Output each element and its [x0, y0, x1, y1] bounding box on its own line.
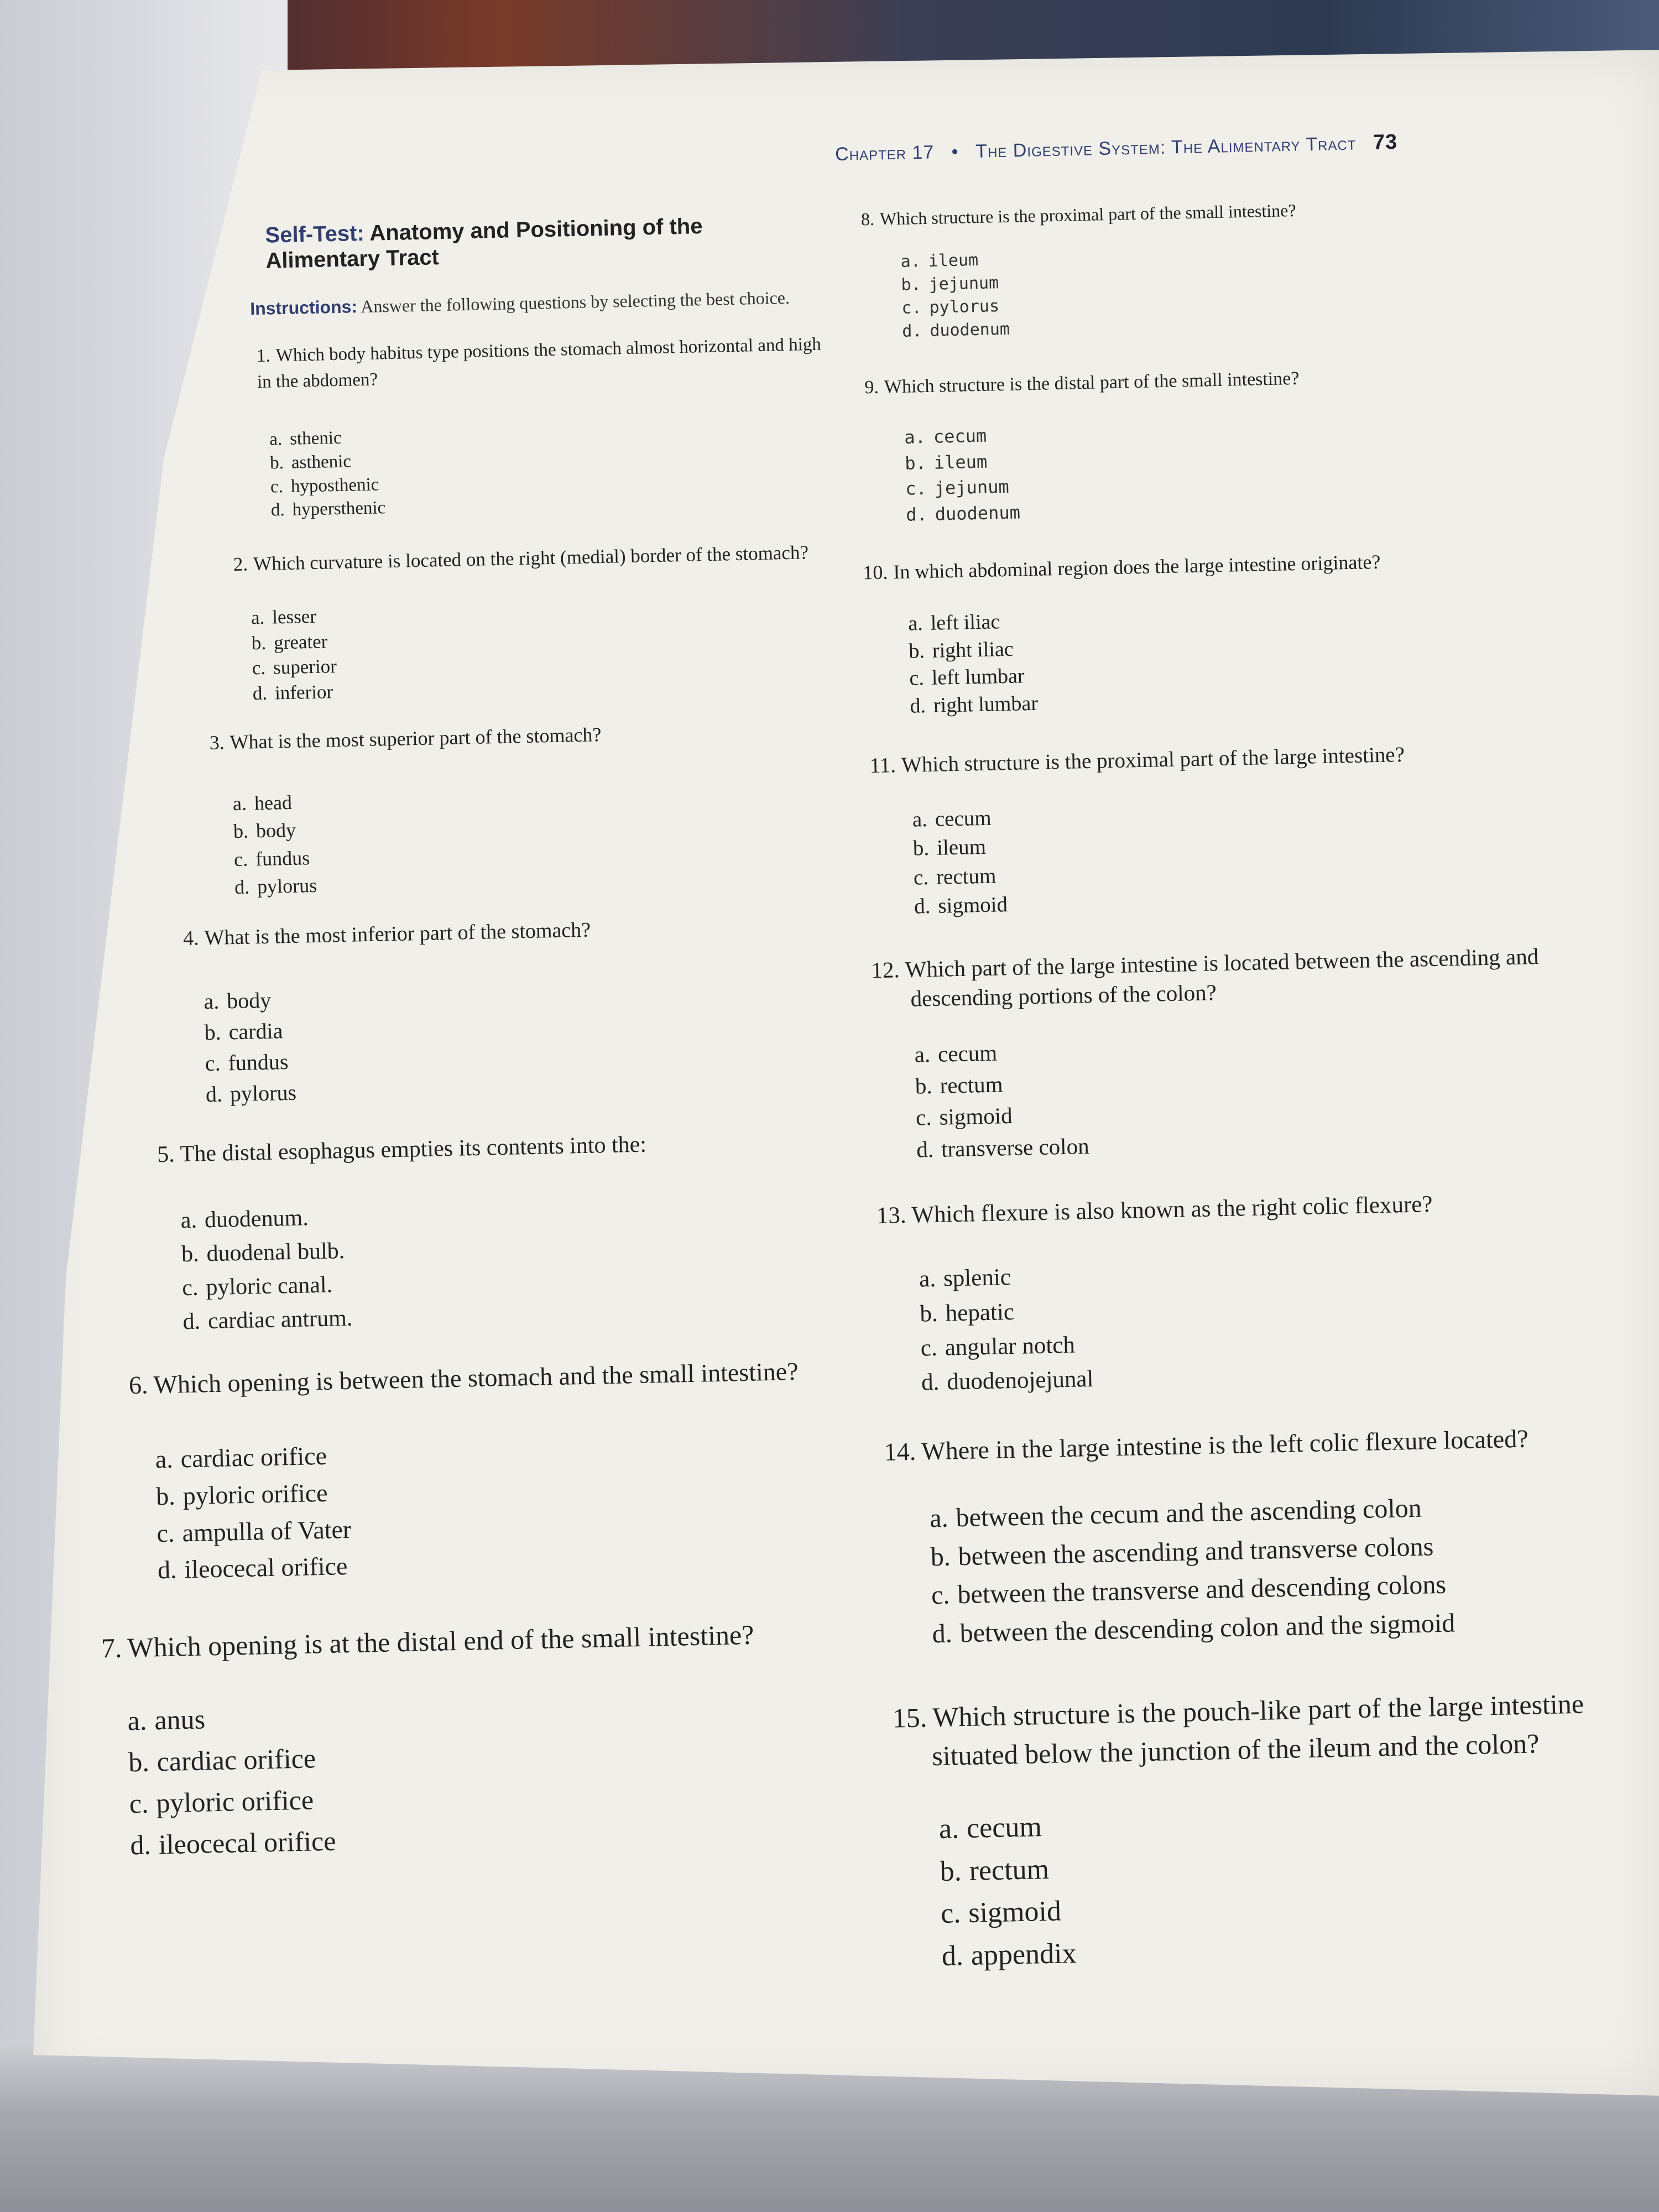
chapter-title: The Digestive System: The Alimentary Tract — [975, 133, 1357, 162]
option-text: ileocecal orifice — [158, 1825, 337, 1860]
option-text: superior — [273, 655, 337, 679]
option-letter: d. — [910, 693, 926, 718]
question-text — [233, 539, 820, 578]
option-text: right lumbar — [933, 691, 1039, 717]
option-letter: c. — [233, 848, 248, 870]
option-text: rectum — [969, 1853, 1050, 1887]
option-letter: c. — [905, 478, 927, 499]
option-text: ileum — [933, 451, 988, 473]
question-prompt: Which opening is between the stomach and the small intestine? — [153, 1357, 799, 1399]
option-text: duodenum. — [204, 1205, 309, 1233]
option-letter: b. — [155, 1481, 176, 1511]
option-text: rectum — [936, 864, 997, 889]
left-column — [93, 211, 858, 1866]
option-letter: b. — [251, 632, 267, 654]
option-text: between the transverse and descending colons — [957, 1570, 1447, 1610]
option-letter: d. — [921, 1369, 940, 1396]
self-test-heading: Anatomy and Positioning of the Alimentary Tract — [265, 214, 703, 273]
option-text: lesser — [272, 606, 317, 628]
option-text: between the descending colon and the sigmoid — [959, 1608, 1455, 1648]
question-prompt: What is the most superior part of the stomach? — [229, 723, 602, 754]
option-text: hepatic — [945, 1298, 1015, 1327]
option-letter: c. — [931, 1580, 951, 1610]
question-9 — [864, 358, 1628, 528]
option-letter: d. — [270, 500, 285, 520]
option-text: hypersthenic — [292, 498, 386, 520]
question-number: 14. — [884, 1437, 916, 1466]
question-prompt: Which structure is the distal part of the small intestine? — [884, 368, 1300, 398]
options-list — [269, 416, 830, 523]
option-text: sigmoid — [937, 893, 1008, 919]
question-text — [183, 911, 825, 953]
option-text: pylorus — [929, 296, 1000, 317]
option-letter: a. — [919, 1266, 936, 1292]
option-text: splenic — [943, 1264, 1011, 1292]
question-number: 15. — [892, 1702, 927, 1734]
option-text: cecum — [937, 1040, 998, 1067]
question-text — [101, 1613, 842, 1667]
option-letter: b. — [901, 274, 922, 295]
question-13 — [876, 1183, 1646, 1401]
instructions-label: Instructions: — [249, 296, 358, 319]
option-text: body — [255, 818, 296, 842]
option-letter: b. — [940, 1855, 962, 1887]
option-letter: c. — [129, 1787, 149, 1819]
question-15 — [892, 1683, 1658, 1979]
option-letter: b. — [181, 1241, 200, 1267]
options-list — [900, 235, 1624, 343]
question-text — [128, 1353, 837, 1403]
option-letter: a. — [269, 429, 283, 450]
option-text: inferior — [274, 681, 333, 704]
option-letter: d. — [129, 1829, 152, 1861]
question-text — [892, 1683, 1654, 1776]
options-list — [908, 596, 1632, 720]
option-text: transverse colon — [941, 1133, 1090, 1162]
option-letter: a. — [912, 807, 928, 832]
option-letter: c. — [181, 1275, 199, 1301]
option-text: appendix — [971, 1938, 1077, 1972]
option-text: cardia — [228, 1018, 283, 1045]
option-letter: d. — [932, 1619, 953, 1649]
option-letter: c. — [909, 666, 925, 690]
option-letter: a. — [180, 1207, 197, 1234]
option-text: fundus — [255, 846, 310, 870]
question-14 — [884, 1418, 1651, 1655]
option-letter: d. — [901, 321, 922, 341]
option-text: sthenic — [289, 427, 342, 449]
question-text — [863, 542, 1629, 586]
question-number: 6. — [128, 1370, 149, 1400]
question-prompt: The distal esophagus empties its contents into the: — [180, 1132, 647, 1167]
option-letter: a. — [127, 1704, 147, 1736]
option-letter: d. — [914, 894, 931, 919]
chapter-label: Chapter 17 — [834, 142, 935, 165]
question-4 — [183, 911, 828, 1110]
option-text: sigmoid — [939, 1103, 1013, 1130]
option-letter: c. — [913, 865, 929, 890]
question-number: 8. — [860, 208, 875, 229]
options-list — [251, 593, 823, 706]
option-text: duodenum — [930, 319, 1010, 341]
option-letter: b. — [908, 639, 925, 663]
question-number: 2. — [233, 553, 248, 576]
option-text: fundus — [228, 1049, 289, 1076]
option-letter: a. — [251, 607, 265, 629]
option-text: duodenal bulb. — [206, 1238, 345, 1267]
option-letter: b. — [233, 820, 249, 843]
option-letter: c. — [252, 657, 266, 679]
option-text: cardiac antrum. — [207, 1305, 353, 1334]
option-text: between the cecum and the ascending colon — [956, 1493, 1422, 1533]
option-text: right iliac — [932, 637, 1014, 662]
option-letter: a. — [900, 251, 921, 272]
question-prompt: Which opening is at the distal end of the small intestine? — [127, 1619, 754, 1663]
options-list — [204, 973, 828, 1110]
self-test-title — [265, 212, 764, 274]
option-text: cecum — [933, 425, 987, 448]
option-letter: d. — [182, 1308, 201, 1335]
option-letter: b. — [904, 452, 927, 474]
option-letter: b. — [915, 1073, 933, 1099]
question-number: 3. — [209, 731, 225, 754]
question-prompt: Which structure is the proximal part of the small intestine? — [879, 200, 1296, 229]
option-letter: d. — [205, 1082, 223, 1107]
option-text: left iliac — [930, 610, 1000, 635]
option-letter: c. — [920, 1335, 938, 1361]
option-text: anus — [154, 1703, 206, 1736]
options-list — [155, 1427, 841, 1589]
question-1 — [257, 332, 830, 523]
option-text: cardiac orifice — [156, 1743, 316, 1777]
options-list — [938, 1793, 1658, 1978]
option-text: cecum — [966, 1811, 1042, 1844]
option-text: ileocecal orifice — [184, 1552, 348, 1584]
options-list — [904, 410, 1628, 528]
option-letter: c. — [205, 1051, 221, 1076]
option-letter: c. — [270, 476, 284, 497]
options-list — [914, 1024, 1641, 1166]
options-list — [232, 778, 821, 901]
question-number: 10. — [863, 561, 888, 584]
option-letter: a. — [904, 426, 926, 448]
option-letter: b. — [912, 836, 930, 860]
option-letter: c. — [940, 1897, 961, 1930]
option-letter: b. — [204, 1020, 222, 1045]
question-5 — [157, 1125, 836, 1339]
option-text: between the ascending and transverse colons — [958, 1531, 1434, 1571]
option-text: body — [226, 988, 272, 1014]
option-letter: c. — [156, 1519, 175, 1547]
option-text: pylorus — [257, 874, 317, 898]
options-list — [919, 1248, 1646, 1401]
question-prompt: Where in the large intestine is the left colic flexure located? — [921, 1424, 1529, 1465]
option-text: angular notch — [945, 1332, 1076, 1361]
question-12 — [871, 940, 1641, 1166]
option-text: greater — [273, 630, 328, 654]
option-letter: b. — [128, 1746, 150, 1778]
option-letter: c. — [901, 298, 922, 318]
question-prompt: Which part of the large intestine is located between the ascending and descending portions of the colon? — [905, 943, 1539, 1012]
option-text: duodenum — [935, 502, 1021, 525]
header-separator: • — [951, 141, 959, 163]
option-letter: d. — [234, 875, 250, 898]
option-letter: d. — [252, 682, 268, 705]
option-letter: a. — [232, 792, 247, 815]
option-text: left lumbar — [931, 664, 1025, 690]
question-number: 11. — [869, 753, 896, 778]
instructions — [250, 284, 804, 321]
option-letter: b. — [269, 452, 284, 473]
question-prompt: Which structure is the proximal part of the large intestine? — [901, 742, 1405, 777]
option-letter: d. — [916, 1136, 934, 1162]
question-text — [157, 1125, 832, 1171]
question-number: 5. — [156, 1141, 175, 1168]
question-text — [884, 1418, 1647, 1470]
page-number: 73 — [1373, 130, 1398, 154]
option-text: head — [254, 791, 293, 814]
question-10 — [863, 542, 1632, 721]
question-text — [257, 332, 827, 395]
option-text: ileum — [928, 250, 979, 271]
question-3 — [209, 716, 821, 901]
option-text: ampulla of Vater — [181, 1515, 352, 1547]
option-letter: c. — [915, 1104, 932, 1131]
option-text: pyloric orifice — [182, 1478, 328, 1510]
question-number: 7. — [101, 1632, 123, 1664]
question-text — [871, 940, 1638, 1015]
question-text — [209, 716, 818, 757]
question-7 — [101, 1613, 847, 1866]
question-number: 9. — [864, 377, 879, 398]
question-8 — [861, 191, 1624, 345]
question-prompt: What is the most inferior part of the stomach? — [204, 918, 591, 950]
option-letter: a. — [929, 1503, 949, 1533]
option-text: rectum — [940, 1071, 1003, 1098]
option-letter: a. — [914, 1041, 931, 1067]
option-text: pylorus — [229, 1080, 297, 1107]
option-text: pyloric canal. — [205, 1272, 333, 1301]
instructions-text: Answer the following questions by selecting the best choice. — [360, 287, 790, 317]
question-number: 13. — [876, 1202, 907, 1229]
option-text: sigmoid — [968, 1895, 1062, 1929]
question-number: 12. — [871, 957, 900, 983]
options-list — [930, 1484, 1652, 1653]
option-letter: b. — [920, 1300, 938, 1327]
option-letter: a. — [938, 1812, 959, 1845]
option-letter: a. — [204, 989, 220, 1014]
right-column — [842, 191, 1658, 1980]
question-text — [869, 735, 1633, 781]
option-letter: b. — [930, 1542, 951, 1572]
option-letter: a. — [907, 612, 924, 636]
option-text: cardiac orifice — [180, 1442, 327, 1473]
question-number: 1. — [256, 346, 271, 367]
question-prompt: Which structure is the pouch-like part of the large intestine situated below the junction of the ileum and the colon? — [931, 1688, 1584, 1771]
options-list — [912, 790, 1636, 922]
self-test-lead: Self-Test: — [265, 221, 365, 248]
option-letter: d. — [157, 1555, 178, 1584]
option-text: hyposthenic — [290, 474, 379, 497]
question-6 — [128, 1353, 841, 1589]
question-prompt: Which body habitus type positions the stomach almost horizontal and high in the abdomen? — [257, 335, 822, 392]
question-prompt: In which abdominal region does the large intestine originate? — [893, 550, 1381, 583]
options-list — [180, 1191, 836, 1339]
option-text: ileum — [936, 835, 987, 860]
option-text: jejunum — [934, 476, 1010, 499]
question-11 — [869, 735, 1636, 922]
question-prompt: Which curvature is located on the right (medial) border of the stomach? — [253, 541, 809, 575]
question-2 — [233, 539, 822, 706]
question-prompt: Which flexure is also known as the right colic flexure? — [911, 1191, 1433, 1229]
option-letter: d. — [941, 1940, 964, 1973]
option-text: cecum — [935, 806, 992, 831]
option-text: duodenojejunal — [946, 1366, 1094, 1396]
question-text — [876, 1183, 1642, 1233]
option-text: pyloric orifice — [155, 1784, 314, 1819]
option-text: jejunum — [928, 273, 999, 294]
option-text: asthenic — [291, 451, 352, 473]
options-list — [127, 1685, 847, 1866]
option-letter: a. — [155, 1444, 174, 1474]
option-letter: d. — [905, 503, 928, 525]
question-number: 4. — [182, 926, 200, 951]
question-text — [864, 358, 1625, 400]
